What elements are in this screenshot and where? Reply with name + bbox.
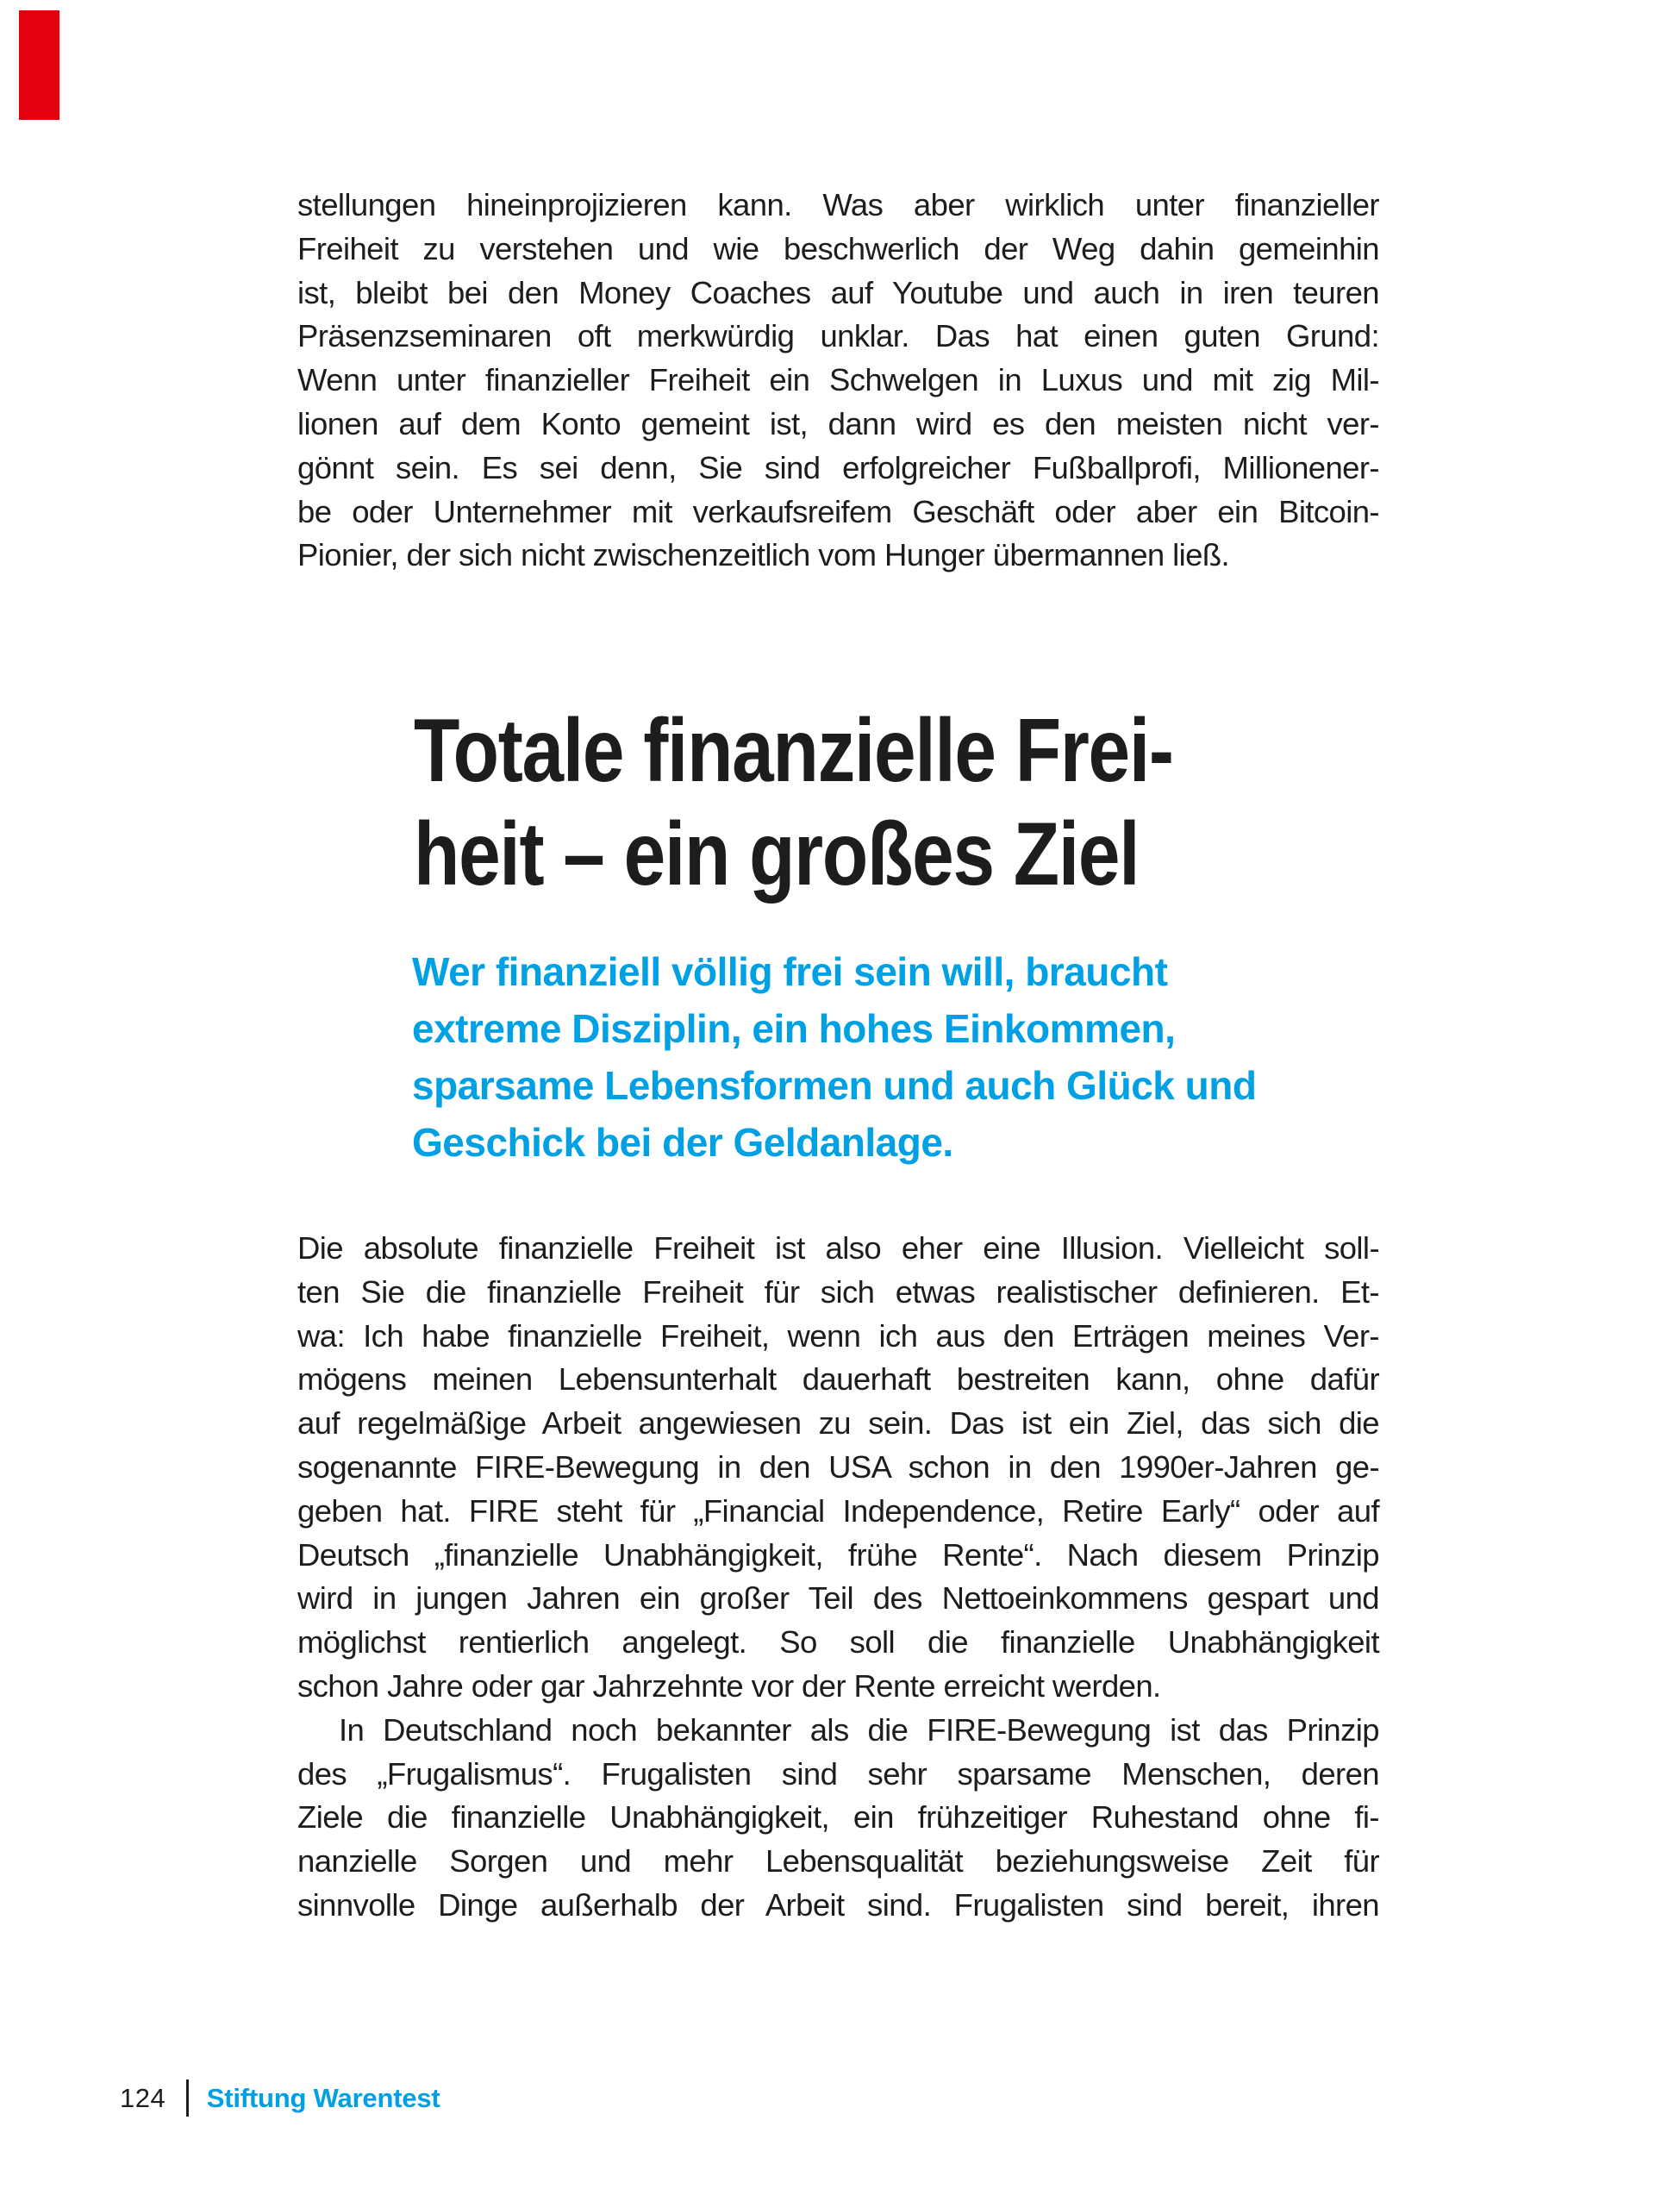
lede-line: extreme Disziplin, ein hohes Einkommen, bbox=[412, 1006, 1176, 1051]
body-text-column bbox=[297, 1227, 1379, 1928]
lede-intro-text bbox=[412, 943, 1256, 1171]
body-text-line: ist, bleibt bei den Money Coaches auf Youtube und auch in iren teuren bbox=[297, 274, 1379, 310]
body-text-line: Wenn unter finanzieller Freiheit ein Schwelgen in Luxus und mit zig Mil- bbox=[297, 362, 1379, 398]
body-text-line: Freiheit zu verstehen und wie beschwerlich der Weg dahin gemeinhin bbox=[297, 230, 1379, 266]
body-text-line: sinnvolle Dinge außerhalb der Arbeit sind. Frugalisten sind bereit, ihren bbox=[297, 1886, 1379, 1923]
headline-line: Totale finanzielle Frei- bbox=[414, 701, 1173, 801]
body-text-line: möglichst rentierlich angelegt. So soll die finanzielle Unabhängigkeit bbox=[297, 1624, 1379, 1661]
body-text-line: ten Sie die finanzielle Freiheit für sich etwas realistischer definieren. Et- bbox=[297, 1273, 1379, 1310]
lede-line: Geschick bei der Geldanlage. bbox=[412, 1120, 953, 1165]
body-text-line: wa: Ich habe finanzielle Freiheit, wenn ich aus den Erträgen meines Ver- bbox=[297, 1317, 1379, 1354]
body-text-line: In Deutschland noch bekannter als die FIRE-Bewegung ist das Prinzip bbox=[339, 1711, 1379, 1748]
body-text-line: des „Frugalismus“. Frugalisten sind sehr sparsame Menschen, deren bbox=[297, 1755, 1379, 1792]
body-text-line: mögens meinen Lebensunterhalt dauerhaft bestreiten kann, ohne dafür bbox=[297, 1361, 1379, 1398]
body-text-line: Ziele die finanzielle Unabhängigkeit, ein frühzeitiger Ruhestand ohne fi- bbox=[297, 1799, 1379, 1836]
footer-separator bbox=[186, 2080, 189, 2117]
lede-line: Wer finanziell völlig frei sein will, braucht bbox=[412, 949, 1168, 994]
page-footer bbox=[120, 2080, 440, 2117]
body-text-line: stellungen hineinprojizieren kann. Was aber wirklich unter finanzieller bbox=[297, 187, 1379, 222]
body-text-line: sogenannte FIRE-Bewegung in den USA schon in den 1990er-Jahren ge- bbox=[297, 1448, 1379, 1485]
body-text-line: gönnt sein. Es sei denn, Sie sind erfolgreicher Fußballprofi, Millionener- bbox=[297, 449, 1379, 485]
body-text-line: Deutsch „finanzielle Unabhängigkeit, frühe Rente“. Nach diesem Prinzip bbox=[297, 1536, 1379, 1573]
brand-name: Stiftung Warentest bbox=[206, 2082, 440, 2113]
body-text-line: Pionier, der sich nicht zwischenzeitlich vom Hunger übermannen ließ. bbox=[297, 537, 1230, 573]
body-paragraph-frugalismus bbox=[297, 1709, 1379, 1928]
body-text-line: Präsenzseminaren oft merkwürdig unklar. Das hat einen guten Grund: bbox=[297, 318, 1379, 354]
body-text-line: schon Jahre oder gar Jahrzehnte vor der Rente erreicht werden. bbox=[297, 1667, 1161, 1704]
body-text-line: wird in jungen Jahren ein großer Teil des Nettoeinkommens gespart und bbox=[297, 1580, 1379, 1617]
lede-line: sparsame Lebensformen und auch Glück und bbox=[412, 1063, 1257, 1108]
body-text-line: auf regelmäßige Arbeit angewiesen zu sein. Das ist ein Ziel, das sich die bbox=[297, 1405, 1379, 1442]
body-text-line: be oder Unternehmer mit verkaufsreifem Geschäft oder aber ein Bitcoin- bbox=[297, 493, 1379, 529]
body-paragraph-continuation bbox=[297, 184, 1379, 578]
body-paragraph-fire bbox=[297, 1227, 1379, 1709]
body-text-line: lionen auf dem Konto gemeint ist, dann wird es den meisten nicht ver- bbox=[297, 405, 1379, 441]
page-number: 124 bbox=[120, 2082, 166, 2113]
headline-line: heit – ein großes Ziel bbox=[414, 804, 1140, 904]
body-text-line: nanzielle Sorgen und mehr Lebensqualität beziehungsweise Zeit für bbox=[297, 1843, 1379, 1879]
chapter-edge-marker bbox=[19, 10, 59, 120]
body-text-line: geben hat. FIRE steht für „Financial Independence, Retire Early“ oder auf bbox=[297, 1492, 1379, 1529]
body-text-line: Die absolute finanzielle Freiheit ist also eher eine Illusion. Vielleicht soll- bbox=[297, 1230, 1379, 1266]
chapter-headline bbox=[414, 699, 1173, 906]
